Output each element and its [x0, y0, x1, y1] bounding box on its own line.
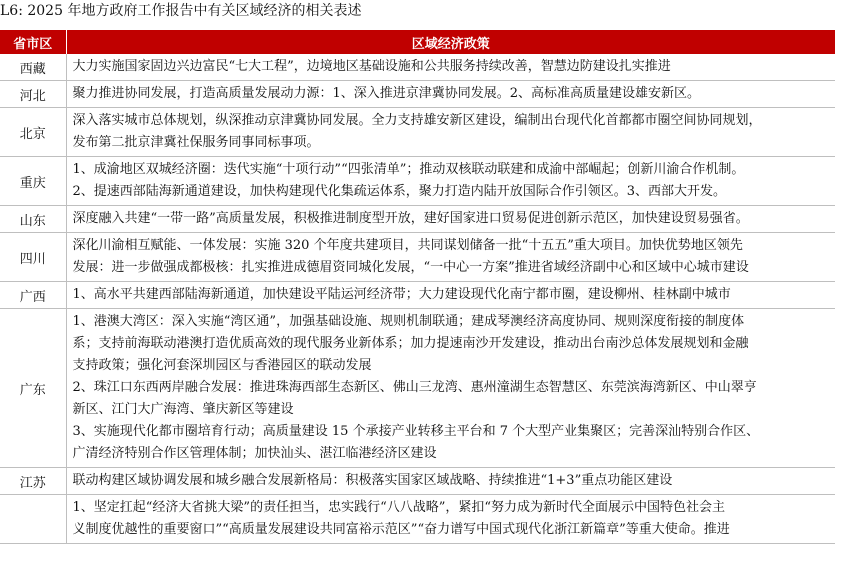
policy-line: 深化川渝相互赋能、一体发展：实施 320 个年度共建项目，共同谋划储备一批“十五五”重大项目。加快优势地区领先 — [72, 238, 743, 253]
policy-line: 支持政策；强化河套深圳园区与香港园区的联动发展 — [72, 358, 372, 373]
table-row — [0, 108, 835, 157]
policy-line: 义制度优越性的重要窗口”“高质量发展建设共同富裕示范区”“奋力谱写中国式现代化浙江新篇章”等重大使命。推进 — [72, 522, 730, 537]
region-cell: 河北 — [0, 81, 66, 108]
policy-line: 发展：进一步做强成都极核：扎实推进成德眉资同城化发展，“一中心一方案”推进省域经济副中心和区域中心城市建设 — [72, 260, 749, 275]
policy-line: 1、港澳大湾区：深入实施“湾区通”，加强基础设施、规则机制联通；建成琴澳经济高度协同、规则深度衔接的制度体 — [72, 314, 745, 329]
table-row — [0, 206, 835, 233]
header-region: 省市区 — [0, 30, 66, 54]
region-cell — [0, 495, 66, 544]
policy-line: 发布第二批京津冀社保服务同事同标事项。 — [72, 135, 320, 150]
table-caption: L6: 2025 年地方政府工作报告中有关区域经济的相关表述 — [0, 3, 362, 19]
policy-cell — [66, 282, 835, 309]
policy-line: 2、珠江口东西两岸融合发展：推进珠海西部生态新区、佛山三龙湾、惠州潼湖生态智慧区、东莞滨海湾新区、中山翠亨 — [72, 380, 757, 395]
table-row — [0, 233, 835, 282]
policy-cell — [66, 81, 835, 108]
header-policy: 区域经济政策 — [66, 30, 835, 54]
policy-line: 深度融入共建“一带一路”高质量发展，积极推进制度型开放，建好国家进口贸易促进创新示范区，加快建设贸易强省。 — [72, 211, 749, 226]
table-row — [0, 495, 835, 544]
policy-cell — [66, 108, 835, 157]
table-row — [0, 54, 835, 81]
region-cell: 广西 — [0, 282, 66, 309]
policy-line: 1、高水平共建西部陆海新通道，加快建设平陆运河经济带；大力建设现代化南宁都市圈，建设柳州、桂林副中城市 — [72, 287, 731, 302]
policy-cell — [66, 206, 835, 233]
policy-cell — [66, 54, 835, 81]
table-row — [0, 282, 835, 309]
policy-line: 系；支持前海联动港澳打造优质高效的现代服务业新体系；加力提速南沙开发建设，推动出台南沙总体发展规划和金融 — [72, 336, 749, 351]
policy-cell — [66, 157, 835, 206]
policy-line: 1、成渝地区双城经济圈：迭代实施“十项行动”“四张清单”；推动双核联动联建和成渝中部崛起；创新川渝合作机制。 — [72, 162, 745, 177]
policy-line: 大力实施国家固边兴边富民“七大工程”，边境地区基础设施和公共服务持续改善，智慧边防建设扎实推进 — [72, 59, 671, 74]
policy-cell — [66, 495, 835, 544]
region-cell: 山东 — [0, 206, 66, 233]
policy-line: 广清经济特别合作区管理体制；加快汕头、湛江临港经济区建设 — [72, 446, 437, 461]
policy-line: 3、实施现代化都市圈培育行动；高质量建设 15 个承接产业转移主平台和 7 个大型产业集聚区；完善深汕特别合作区、 — [72, 424, 760, 439]
regional-policy-table — [0, 30, 835, 544]
region-cell: 西藏 — [0, 54, 66, 81]
region-cell: 重庆 — [0, 157, 66, 206]
table-header-row — [0, 30, 835, 54]
policy-line: 联动构建区域协调发展和城乡融合发展新格局：积极落实国家区域战略、持续推进“1+3”重点功能区建设 — [72, 473, 673, 488]
policy-line: 2、提速西部陆海新通道建设，加快构建现代化集疏运体系，聚力打造内陆开放国际合作引领区。3、西部大开发。 — [72, 184, 727, 199]
policy-cell — [66, 233, 835, 282]
region-cell: 四川 — [0, 233, 66, 282]
policy-cell — [66, 309, 835, 468]
policy-line: 聚力推进协同发展，打造高质量发展动力源：1、深入推进京津冀协同发展。2、高标准高质量建设雄安新区。 — [72, 86, 701, 101]
policy-line: 深入落实城市总体规划，纵深推动京津冀协同发展。全力支持雄安新区建设，编制出台现代化首都都市圈空间协同规划， — [72, 113, 762, 128]
table-row — [0, 81, 835, 108]
policy-line: 1、坚定扛起“经济大省挑大梁”的责任担当，忠实践行“八八战略”，紧扣“努力成为新时代全面展示中国特色社会主 — [72, 500, 726, 515]
region-cell: 江苏 — [0, 468, 66, 495]
table-row — [0, 157, 835, 206]
region-cell: 广东 — [0, 309, 66, 468]
region-cell: 北京 — [0, 108, 66, 157]
policy-line: 新区、江门大广海湾、肇庆新区等建设 — [72, 402, 294, 417]
table-row — [0, 309, 835, 468]
table-row — [0, 468, 835, 495]
policy-cell — [66, 468, 835, 495]
